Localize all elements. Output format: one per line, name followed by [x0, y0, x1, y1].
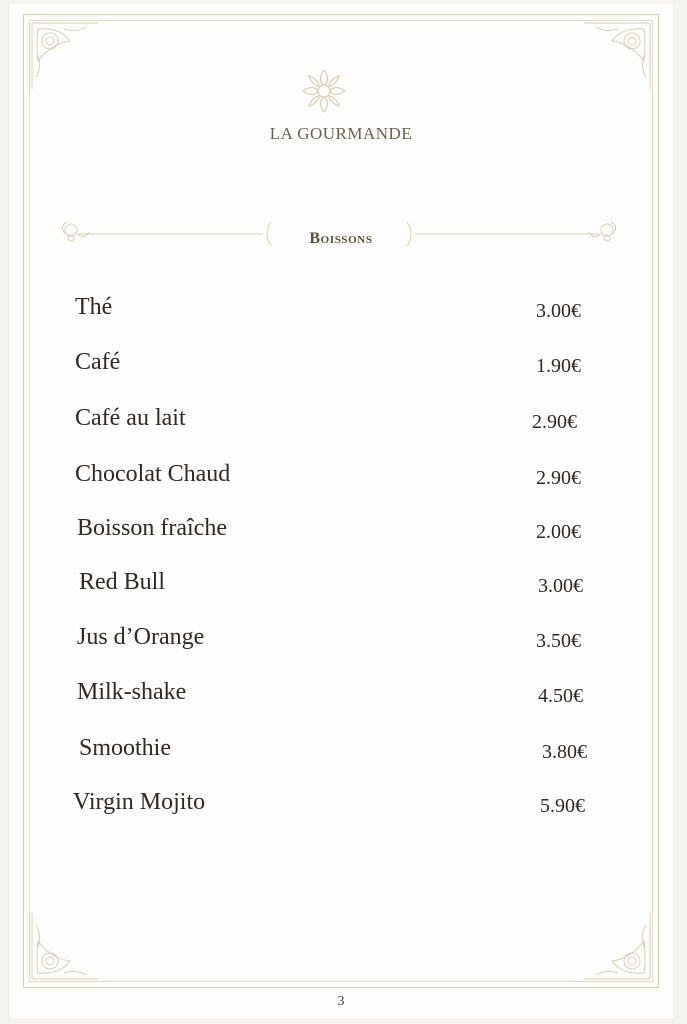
item-price: 3.00€: [538, 575, 583, 597]
menu-item: [9, 461, 673, 501]
item-name: Milk-shake: [77, 679, 187, 705]
item-name: Jus d’Orange: [77, 624, 205, 650]
item-name: Virgin Mojito: [73, 789, 206, 815]
menu-item: [9, 569, 673, 609]
item-price: 2.90€: [532, 411, 577, 433]
page-border: [23, 14, 659, 988]
item-name: Boisson fraîche: [77, 515, 227, 541]
item-name: Café: [75, 349, 121, 375]
item-price: 3.00€: [536, 300, 581, 322]
item-price: 2.00€: [536, 521, 581, 543]
menu-item: [9, 789, 673, 829]
menu-item: [9, 405, 673, 445]
section-title: Boissons: [309, 230, 373, 247]
item-price: 3.50€: [536, 630, 581, 652]
item-name: Red Bull: [79, 569, 166, 595]
item-price: 1.90€: [536, 355, 581, 377]
item-name: Café au lait: [75, 405, 186, 431]
floral-emblem-icon: [301, 68, 347, 114]
item-name: Smoothie: [79, 735, 172, 761]
menu-item: [9, 349, 673, 389]
item-price: 2.90€: [536, 467, 581, 489]
menu-page: [8, 4, 673, 1018]
menu-item: [9, 515, 673, 555]
item-name: Thé: [75, 294, 113, 320]
item-price: 5.90€: [540, 795, 585, 817]
corner-ornament-icon: [582, 21, 652, 91]
item-price: 4.50€: [538, 685, 583, 707]
item-price: 3.80€: [542, 741, 587, 763]
menu-item: [9, 735, 673, 775]
corner-ornament-icon: [30, 21, 100, 91]
page-number: 3: [337, 994, 345, 1009]
restaurant-name: LA GOURMANDE: [269, 124, 413, 143]
menu-item: [9, 624, 673, 664]
menu-item: [9, 294, 673, 334]
corner-ornament-icon: [582, 911, 652, 981]
corner-ornament-icon: [30, 911, 100, 981]
item-name: Chocolat Chaud: [75, 461, 231, 487]
menu-item: [9, 679, 673, 719]
